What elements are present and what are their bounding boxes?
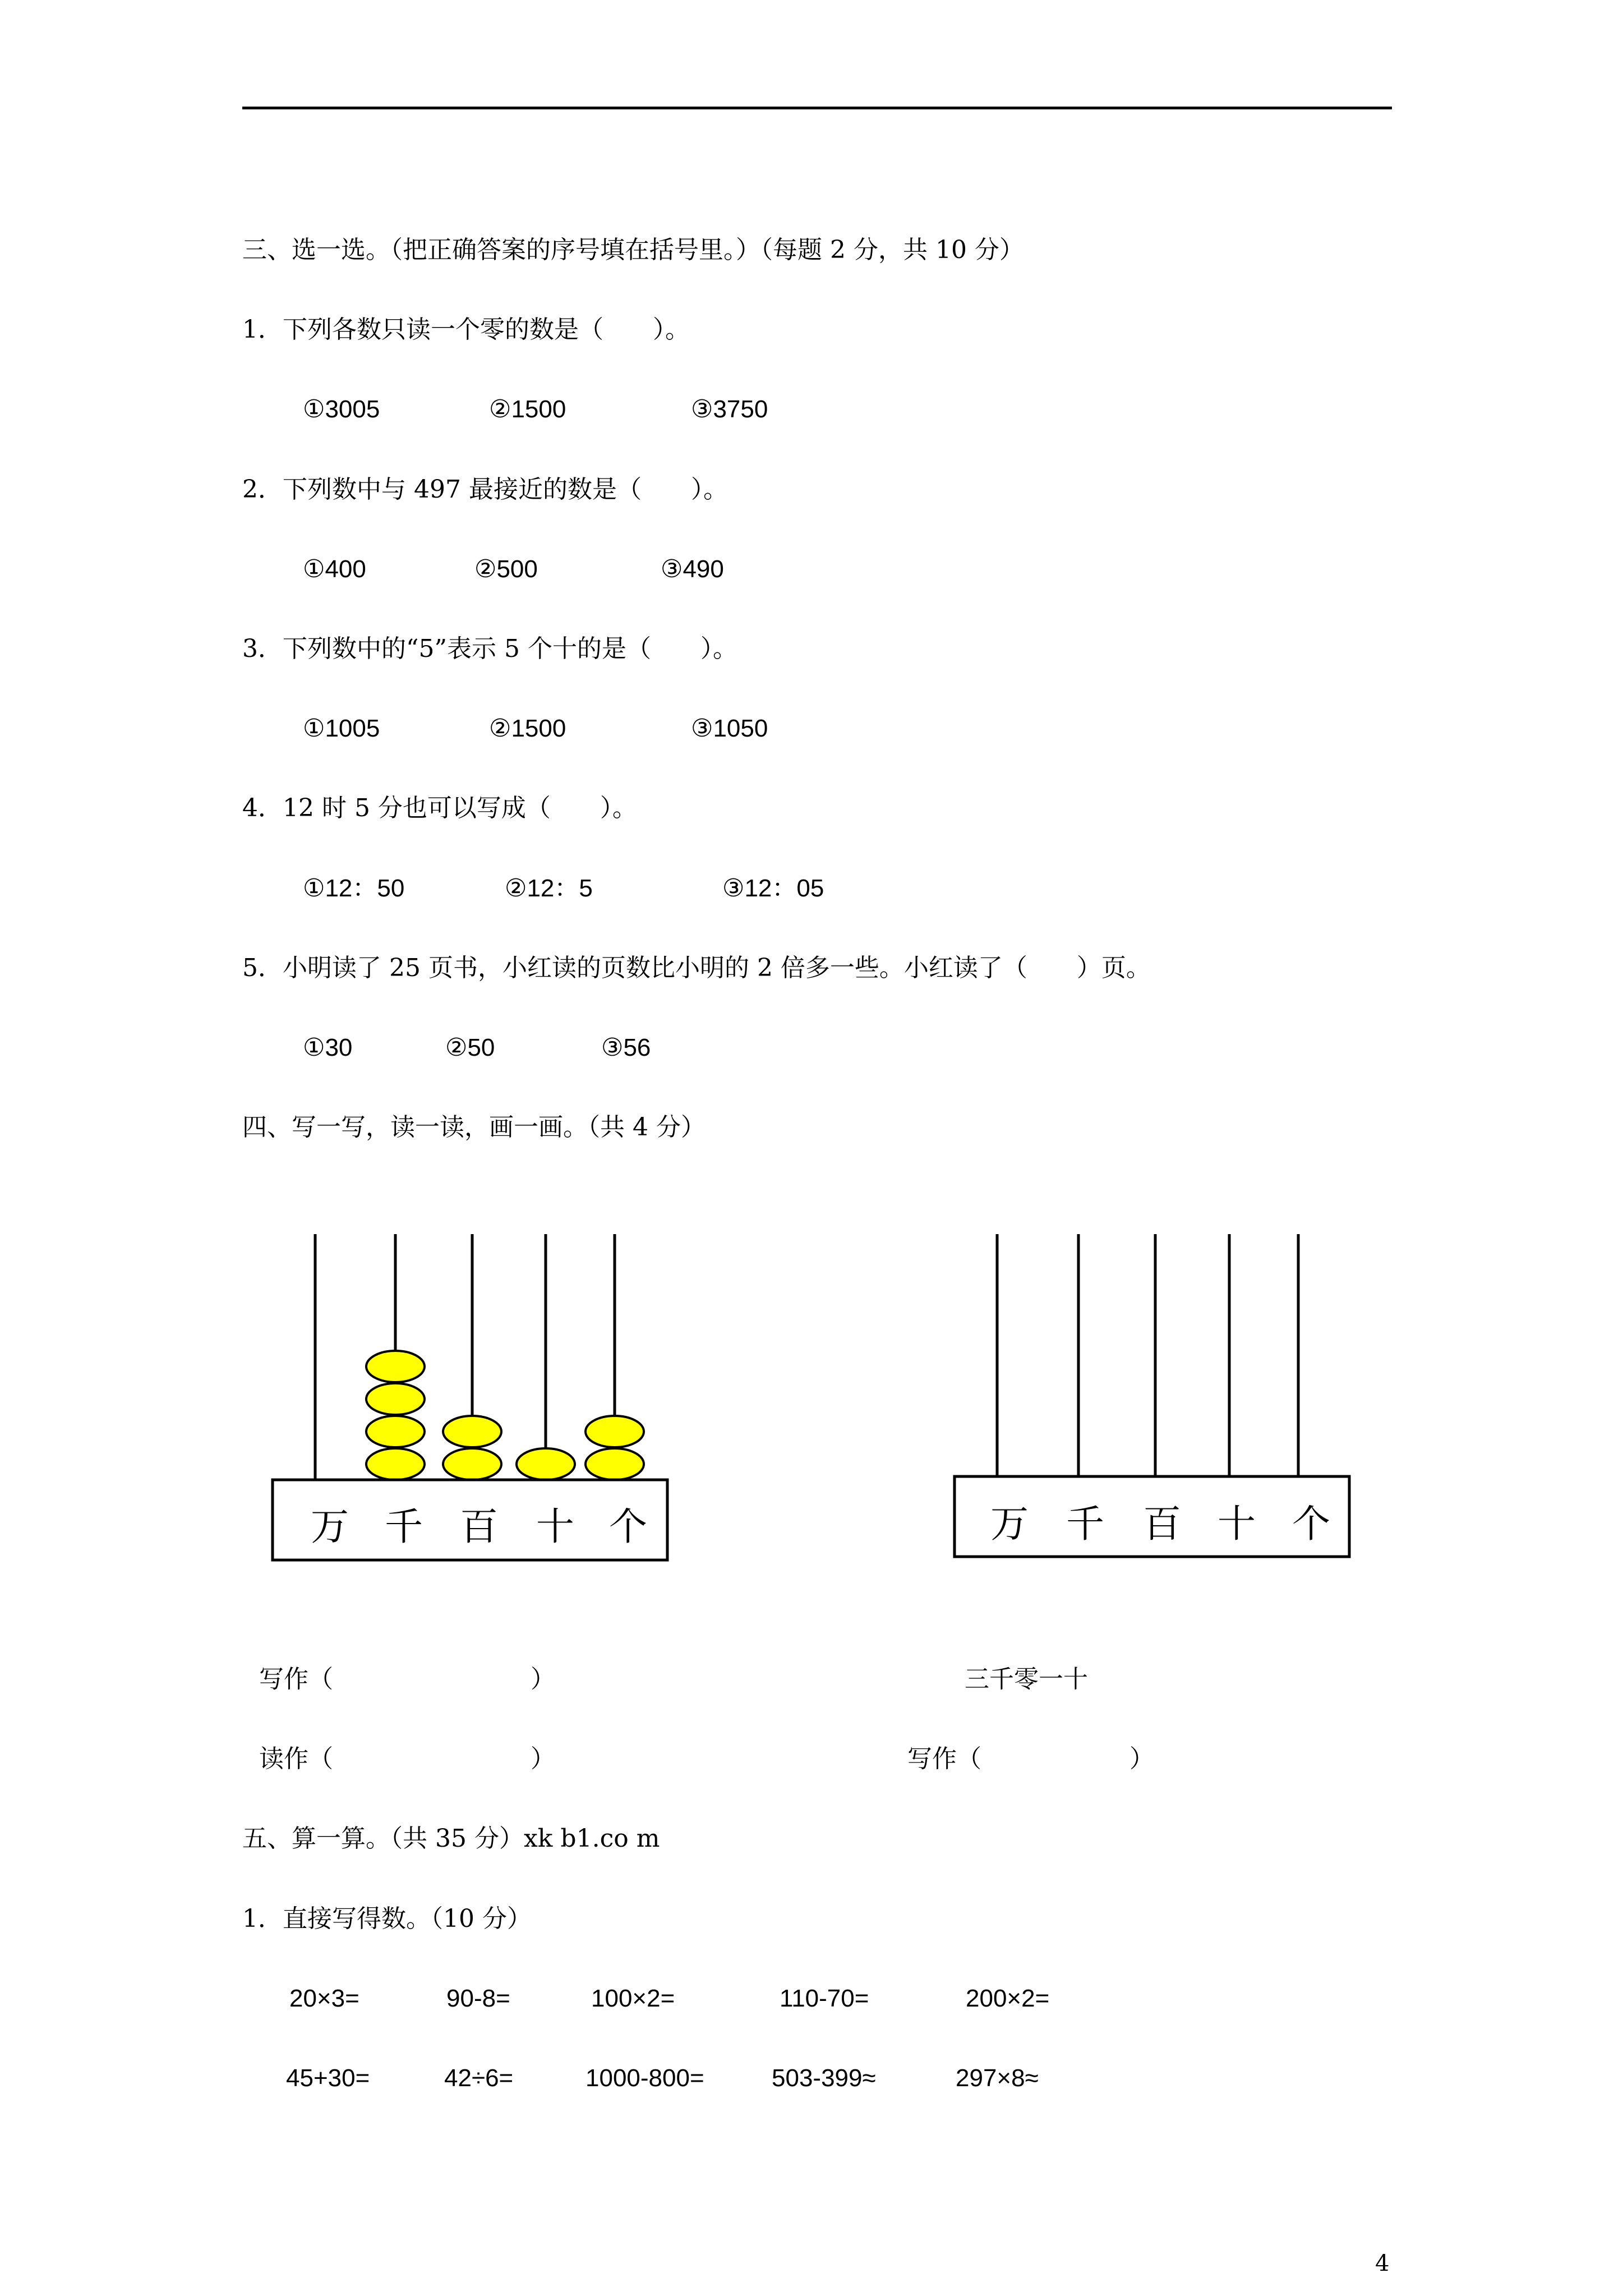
left-write-blank[interactable]: 写作（ ） <box>259 1665 555 1694</box>
q1-option-3: ③3750 <box>691 395 768 423</box>
q5-option-2: ②50 <box>445 1034 495 1061</box>
calc-row2-item: 297×8≈ <box>956 2064 1039 2092</box>
q2-option-1: ①400 <box>303 555 366 583</box>
header-rule <box>242 107 1392 109</box>
question-4: 4．12 时 5 分也可以写成（ ）。 <box>242 794 637 822</box>
q2-option-2: ②500 <box>474 555 538 583</box>
abacus-bead <box>366 1448 425 1480</box>
section5-sub1-title: 1．直接写得数。（10 分） <box>242 1904 532 1933</box>
calc-row2-item: 42÷6= <box>444 2064 514 2092</box>
q4-option-3: ③12：05 <box>722 875 824 902</box>
q5-option-1: ①30 <box>303 1034 353 1061</box>
page-number: 4 <box>1375 2251 1390 2276</box>
calc-row1-item: 20×3= <box>289 1985 359 2012</box>
abacus-right-label-qian: 千 <box>1066 1502 1105 1547</box>
question-3: 3．下列数中的“5”表示 5 个十的是（ ）。 <box>242 634 737 663</box>
q3-option-2: ②1500 <box>489 715 566 742</box>
question-2: 2．下列数中与 497 最接近的数是（ ）。 <box>242 475 728 504</box>
abacus-bead <box>517 1448 575 1480</box>
abacus-right-label-ge: 个 <box>1292 1502 1331 1547</box>
abacus-bead <box>585 1448 644 1480</box>
q1-option-1: ①3005 <box>303 395 380 423</box>
section3-title: 三、选一选。（把正确答案的序号填在括号里。）（每题 2 分，共 10 分） <box>242 236 1024 264</box>
q5-option-3: ③56 <box>601 1034 651 1061</box>
abacus-bead <box>366 1416 425 1447</box>
section5-title: 五、算一算。（共 35 分）xk b1.co m <box>242 1824 660 1853</box>
abacus-left-label-qian: 千 <box>384 1505 423 1549</box>
abacus-bead <box>443 1448 501 1480</box>
calc-row1-item: 100×2= <box>591 1985 675 2012</box>
q1-option-2: ②1500 <box>489 395 566 423</box>
abacus-bead <box>585 1416 644 1447</box>
abacus-left-label-wan: 万 <box>310 1505 349 1549</box>
calc-row1-item: 90-8= <box>446 1985 510 2012</box>
question-1: 1．下列各数只读一个零的数是（ ）。 <box>242 315 690 344</box>
calc-row2-item: 503-399≈ <box>772 2064 876 2092</box>
q4-option-1: ①12：50 <box>303 875 405 902</box>
q4-option-2: ②12：5 <box>505 875 593 902</box>
q2-option-3: ③490 <box>661 555 724 583</box>
right-number-words: 三千零一十 <box>965 1665 1088 1694</box>
abacus-right-label-bai: 百 <box>1142 1502 1182 1547</box>
calc-row2-item: 45+30= <box>286 2064 370 2092</box>
calc-row1-item: 110-70= <box>780 1985 869 2012</box>
q3-option-1: ①1005 <box>303 715 380 742</box>
abacus-right-label-shi: 十 <box>1217 1502 1256 1547</box>
section4-title: 四、写一写，读一读，画一画。（共 4 分） <box>242 1113 706 1142</box>
abacus-bead <box>366 1351 425 1382</box>
right-write-blank[interactable]: 写作（ ） <box>907 1745 1154 1773</box>
abacus-right <box>948 1234 1357 1571</box>
abacus-bead <box>366 1383 425 1415</box>
abacus-left-label-shi: 十 <box>536 1505 575 1549</box>
calc-row2-item: 1000-800= <box>585 2064 704 2092</box>
abacus-left-label-bai: 百 <box>459 1505 499 1549</box>
q3-option-3: ③1050 <box>691 715 768 742</box>
question-5: 5．小明读了 25 页书，小红读的页数比小明的 2 倍多一些。小红读了（ ）页。 <box>242 954 1151 982</box>
abacus-bead <box>443 1416 501 1447</box>
abacus-left <box>269 1234 673 1571</box>
calc-row1-item: 200×2= <box>966 1985 1050 2012</box>
left-read-blank[interactable]: 读作（ ） <box>259 1745 555 1773</box>
abacus-right-label-wan: 万 <box>990 1502 1029 1547</box>
abacus-left-label-ge: 个 <box>608 1505 648 1549</box>
